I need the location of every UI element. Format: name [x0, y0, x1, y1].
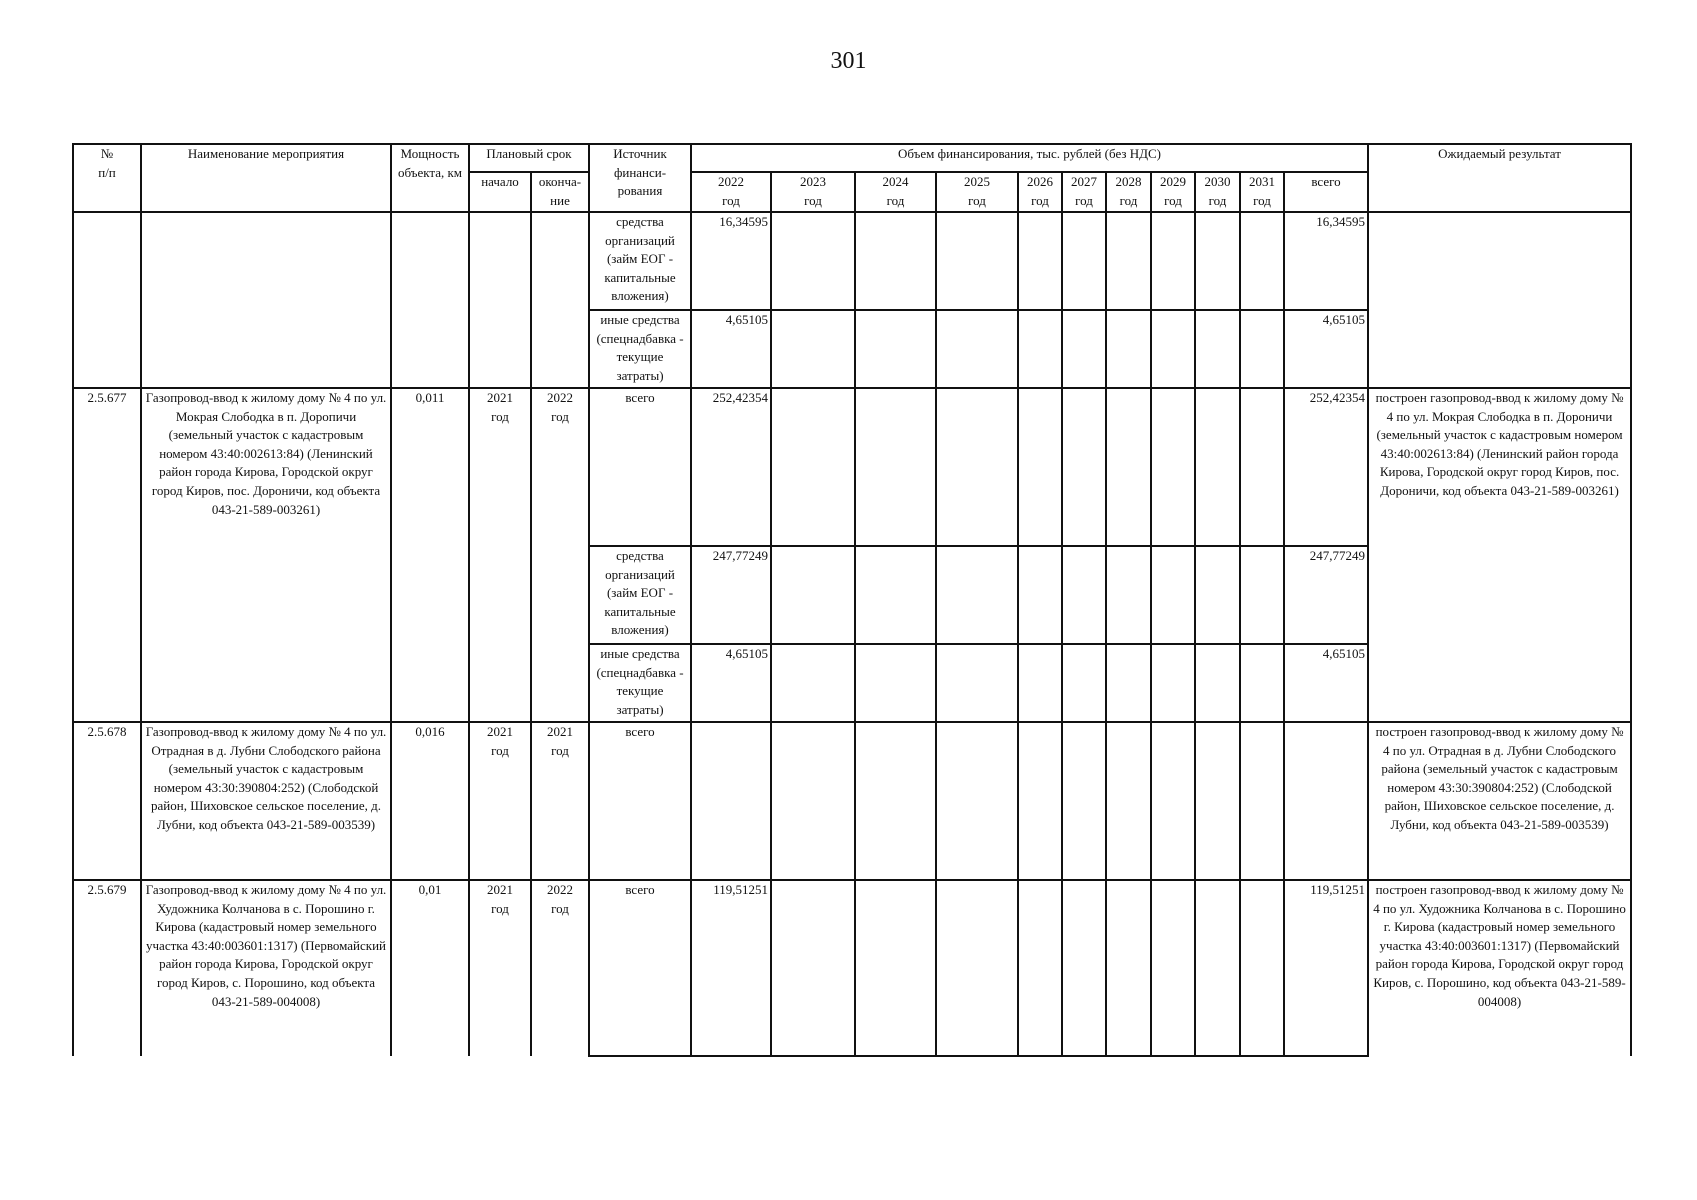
- header-row-1: [73, 144, 1631, 172]
- row-capacity: 0,016: [391, 722, 469, 880]
- header-year-2025: 2025 год: [936, 172, 1018, 212]
- row-end: 2021 год: [531, 722, 589, 880]
- table-row: [73, 880, 1631, 1056]
- value-2022: 247,77249: [691, 546, 771, 644]
- header-year-2028: 2028 год: [1106, 172, 1151, 212]
- row-start: 2021 год: [469, 880, 531, 1056]
- value-total: 247,77249: [1284, 546, 1368, 644]
- row-start: 2021 год: [469, 388, 531, 722]
- header-year-2026: 2026 год: [1018, 172, 1062, 212]
- cell-empty: [469, 212, 531, 388]
- value-total: 16,34595: [1284, 212, 1368, 310]
- header-year-2030: 2030 год: [1195, 172, 1240, 212]
- header-year-2023: 2023 год: [771, 172, 855, 212]
- row-name: Газопровод-ввод к жилому дому № 4 по ул. Отрадная в д. Лубни Слободского района (земельный участок с кадастровым номером 43:30:390804:252) (Слободской район, Шиховское сельское поселение, д. Лубни, код объекта 043-21-589-003539): [141, 722, 391, 880]
- value-2022: 252,42354: [691, 388, 771, 546]
- table-row: [73, 388, 1631, 546]
- header-year-2022: 2022 год: [691, 172, 771, 212]
- value-2022: 16,34595: [691, 212, 771, 310]
- value-2022: 4,65105: [691, 310, 771, 388]
- header-total: всего: [1284, 172, 1368, 212]
- row-result: построен газопровод-ввод к жилому дому № 4 по ул. Отрадная в д. Лубни Слободского района (земельный участок с кадастровым номером 43:30:390804:252) (Слободской район, Шиховское сельское поселение, д. Лубни, код объекта 043-21-589-003539): [1368, 722, 1631, 880]
- row-end: 2022 год: [531, 880, 589, 1056]
- row-end: 2022 год: [531, 388, 589, 722]
- table-row: [73, 212, 1631, 310]
- source-cell: всего: [589, 722, 691, 880]
- header-year-2024: 2024 год: [855, 172, 936, 212]
- table-row: [73, 722, 1631, 880]
- row-name: Газопровод-ввод к жилому дому № 4 по ул. Художника Колчанова в с. Порошино г. Кирова (кадастровый номер земельного участка 43:40:003601:1317) (Первомайский район города Кирова, Городской округ город Киров, с. Порошино, код объекта 043-21-589-004008): [141, 880, 391, 1056]
- source-cell: иные средства (спецнадбавка - текущие затраты): [589, 310, 691, 388]
- header-year-2031: 2031 год: [1240, 172, 1284, 212]
- row-capacity: 0,01: [391, 880, 469, 1056]
- header-year-2027: 2027 год: [1062, 172, 1106, 212]
- row-start: 2021 год: [469, 722, 531, 880]
- header-start: начало: [469, 172, 531, 212]
- value-total: 252,42354: [1284, 388, 1368, 546]
- row-number: 2.5.679: [73, 880, 141, 1056]
- row-number: 2.5.678: [73, 722, 141, 880]
- value-total: 119,51251: [1284, 880, 1368, 1056]
- header-source: Источник финанси- рования: [589, 144, 691, 212]
- source-cell: средства организаций (займ ЕОГ - капитальные вложения): [589, 546, 691, 644]
- row-capacity: 0,011: [391, 388, 469, 722]
- source-cell: иные средства (спецнадбавка - текущие затраты): [589, 644, 691, 722]
- cell-empty: [141, 212, 391, 388]
- financing-table: [72, 143, 1632, 1057]
- page-number: 301: [830, 48, 867, 74]
- row-result: построен газопровод-ввод к жилому дому № 4 по ул. Художника Колчанова в с. Порошино г. Кирова (кадастровый номер земельного участка 43:40:003601:1317) (Первомайский район города Кирова, Городской округ город Киров, с. Порошино, код объекта 043-21-589-004008): [1368, 880, 1631, 1056]
- source-cell: всего: [589, 388, 691, 546]
- header-name: Наименование мероприятия: [141, 144, 391, 212]
- header-year-2029: 2029 год: [1151, 172, 1195, 212]
- cell-empty: [73, 212, 141, 388]
- row-number: 2.5.677: [73, 388, 141, 722]
- value-total: 4,65105: [1284, 310, 1368, 388]
- value-2022: 4,65105: [691, 644, 771, 722]
- header-capacity: Мощность объекта, км: [391, 144, 469, 212]
- row-name: Газопровод-ввод к жилому дому № 4 по ул. Мокрая Слободка в п. Доропичи (земельный участок с кадастровым номером 43:40:002613:84) (Ленинский район города Кирова, Городской округ город Киров, пос. Дороничи, код объекта 043-21-589-003261): [141, 388, 391, 722]
- cell-empty: [1368, 212, 1631, 388]
- cell-empty: [531, 212, 589, 388]
- header-no: № п/п: [73, 144, 141, 212]
- value-total: 4,65105: [1284, 644, 1368, 722]
- source-cell: всего: [589, 880, 691, 1056]
- header-end: оконча- ние: [531, 172, 589, 212]
- header-funding: Объем финансирования, тыс. рублей (без НДС): [691, 144, 1368, 172]
- header-result: Ожидаемый результат: [1368, 144, 1631, 212]
- source-cell: средства организаций (займ ЕОГ - капитальные вложения): [589, 212, 691, 310]
- value-2022: 119,51251: [691, 880, 771, 1056]
- header-planned-term: Плановый срок: [469, 144, 589, 172]
- row-result: построен газопровод-ввод к жилому дому № 4 по ул. Мокрая Слободка в п. Дороничи (земельный участок с кадастровым номером 43:40:002613:84) (Ленинский район города Кирова, Городской округ город Киров, пос. Дороничи, код объекта 043-21-589-003261): [1368, 388, 1631, 722]
- cell-empty: [391, 212, 469, 388]
